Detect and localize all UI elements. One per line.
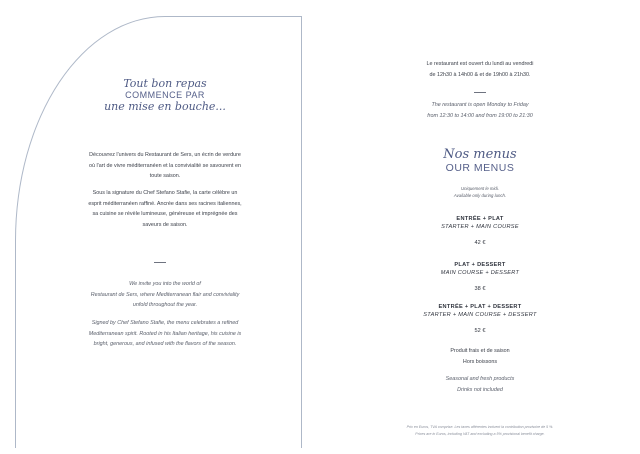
menu-price: 38 € xyxy=(474,286,486,292)
hours-en: The restaurant is open Monday to Friday from 12:30 to 14:00 and from 19:00 to 21:30 xyxy=(427,102,533,119)
menu-price: 42 € xyxy=(474,240,486,246)
menu-item xyxy=(320,216,640,246)
menu-item xyxy=(320,304,640,334)
en-paragraph-2: Signed by Chef Stefano Stafie, the menu celebrates a refined Mediterranean spirit. Rooted in his Italian heritage, his cuisine is bright, generous, and infused with the flavors of the season. xyxy=(88,320,242,347)
menus-heading xyxy=(320,148,640,175)
menu-price: 52 € xyxy=(474,328,486,334)
heading-line-1: Tout bon repas xyxy=(123,77,207,90)
menu-subtitle: MAIN COURSE + DESSERT xyxy=(440,270,520,276)
notes-en: Seasonal and fresh products Drinks not included xyxy=(445,376,515,393)
notes-fr: Produit frais et de saison Hors boissons xyxy=(450,348,510,365)
menu-title: ENTRÉE + PLAT xyxy=(456,216,504,222)
en-paragraph-1: We invite you into the world of Restaurant de Sers, where Mediterranean flair and conviviality unfold throughout the year. xyxy=(90,281,240,308)
availability-note: Uniquement le midi. Available only during lunch. xyxy=(453,186,507,198)
menu-title: ENTRÉE + PLAT + DESSERT xyxy=(438,304,522,310)
right-page xyxy=(320,0,640,454)
fr-paragraph-1: Découvrez l'univers du Restaurant de Sers, un écrin de verdure où l'art de vivre méditerranéen et la convivialité se savourent en toute saison. xyxy=(88,152,242,179)
price-footer: Prix en Euros, TVA comprise. Les taxes afférentes incluent la contribution provisoire de 5 %. Prices are in Euros, including VAT and excluding a 5% provisional benefit charge. xyxy=(406,425,554,436)
heading-line-2: COMMENCE PAR xyxy=(125,90,205,100)
menu-subtitle: STARTER + MAIN COURSE xyxy=(441,224,519,230)
menu-subtitle: STARTER + MAIN COURSE + DESSERT xyxy=(423,312,537,318)
menu-title: PLAT + DESSERT xyxy=(454,262,506,268)
menus-title-script: Nos menus xyxy=(443,147,517,162)
menus-title-caps: OUR MENUS xyxy=(445,162,515,174)
arch-frame-top xyxy=(165,16,302,17)
divider-hours xyxy=(474,92,486,93)
menu-item xyxy=(320,262,640,292)
intro-heading xyxy=(10,78,320,113)
hours-fr: Le restaurant est ouvert du lundi au vendredi de 12h30 à 14h00 & et de 19h00 à 21h30. xyxy=(426,61,534,78)
fr-paragraph-2: Sous la signature du Chef Stefano Stafie, la carte célèbre un esprit méditerranéen raffiné. Ancrée dans ses racines italiennes, sa cuisine se révèle lumineuse, généreuse et imprégnée des saveurs de saison. xyxy=(88,190,242,228)
heading-line-3: une mise en bouche... xyxy=(104,100,226,113)
divider-left xyxy=(154,262,166,263)
